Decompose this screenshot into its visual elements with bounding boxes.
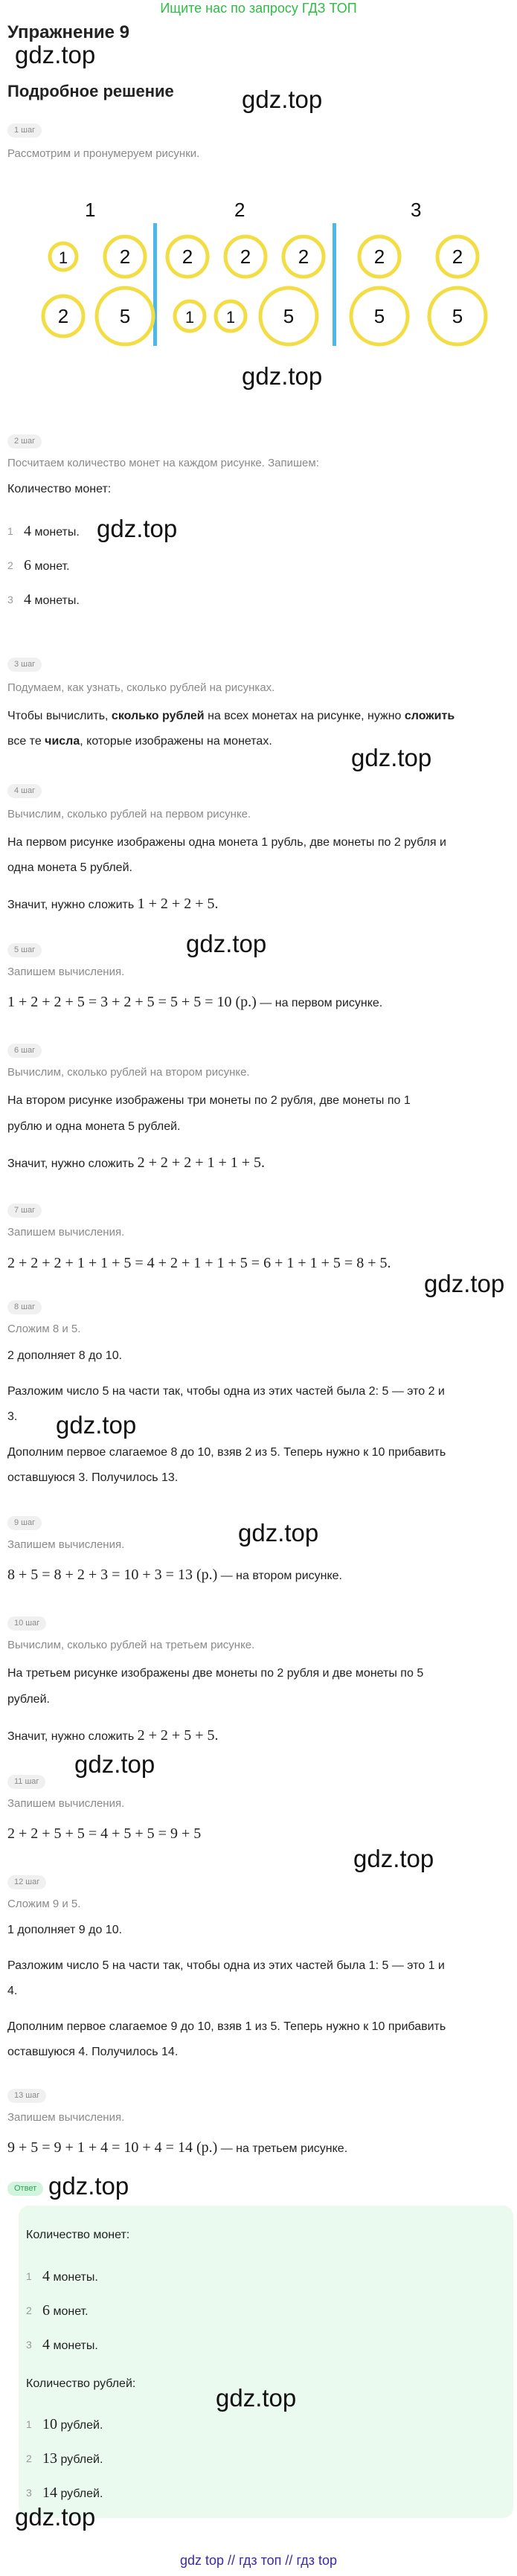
step-math: 1 + 2 + 2 + 5 = 3 + 2 + 5 = 5 + 5 = 10 (р.) — на первом рисунке. — [7, 994, 383, 1010]
list-item: 2 13 рублей. — [26, 2450, 103, 2467]
list-item: 1 4 монеты. — [26, 2268, 98, 2284]
step-badge: 11 шаг — [7, 1774, 45, 1789]
coins-count-heading: Количество монет: — [7, 483, 112, 495]
step-note: Вычислим, сколько рублей на первом рисунке. — [7, 808, 251, 820]
coin-value: 5 — [119, 305, 131, 327]
watermark: gdz.top — [216, 2384, 297, 2412]
step-badge: 6 шаг — [7, 1043, 42, 1058]
coin-value: 2 — [298, 245, 309, 268]
watermark: gdz.top — [15, 41, 96, 68]
watermark: gdz.top — [242, 86, 323, 113]
coin-value: 2 — [119, 245, 131, 268]
watermark: gdz.top — [74, 1750, 155, 1778]
step-text: Дополним первое слагаемое 8 до 10, взяв 2 из 5. Теперь нужно к 10 прибавить — [7, 1446, 446, 1459]
step-badge: 7 шаг — [7, 1203, 42, 1218]
step-note: Вычислим, сколько рублей на втором рисунке. — [7, 1066, 250, 1079]
list-item: 3 4 монеты. — [7, 591, 80, 608]
solution-title: Подробное решение — [7, 82, 174, 100]
list-item: 2 6 монет. — [7, 557, 70, 574]
coin-value: 5 — [283, 305, 295, 327]
step-text: На первом рисунке изображены одна монета 1 рубль, две монеты по 2 рубля и — [7, 836, 446, 849]
step-badge: 13 шаг — [7, 2088, 46, 2103]
watermark: gdz.top — [242, 362, 323, 390]
step-badge: 2 шаг — [7, 434, 42, 449]
watermark: gdz.top — [424, 1270, 505, 1297]
step-text: На третьем рисунке изображены две монеты по 2 рубля и две монеты по 5 — [7, 1667, 424, 1680]
step-note: Рассмотрим и пронумеруем рисунки. — [7, 147, 200, 160]
step-note: Запишем вычисления. — [7, 2111, 125, 2124]
step-note: Запишем вычисления. — [7, 966, 125, 978]
watermark: gdz.top — [56, 1411, 137, 1439]
watermark: gdz.top — [15, 2503, 96, 2531]
group-label: 1 — [85, 199, 96, 221]
step-note: Сложим 9 и 5. — [7, 1898, 81, 1910]
footer-link[interactable]: gdz top — [179, 2553, 225, 2568]
step-badge: 1 шаг — [7, 123, 42, 138]
footer-separator: // — [228, 2553, 236, 2568]
step-badge: 10 шаг — [7, 1616, 46, 1631]
step-note: Запишем вычисления. — [7, 1797, 125, 1810]
watermark: gdz.top — [186, 930, 267, 957]
list-item: 1 4 монеты. — [7, 523, 80, 539]
list-item: 3 4 монеты. — [26, 2336, 98, 2353]
step-note: Сложим 8 и 5. — [7, 1323, 81, 1335]
step-note: Запишем вычисления. — [7, 1226, 125, 1239]
step-text: 2 дополняет 8 до 10. — [7, 1349, 123, 1362]
coin-value: 5 — [452, 305, 463, 327]
coin-value: 1 — [58, 248, 68, 267]
step-math: 9 + 5 = 9 + 1 + 4 = 10 + 4 = 14 (р.) — на третьем рисунке. — [7, 2139, 348, 2156]
step-text: 3. — [7, 1410, 18, 1423]
coins-picture — [30, 197, 506, 357]
group-label: 3 — [411, 199, 422, 221]
step-text: 4. — [7, 1985, 18, 1997]
step-text: Разложим число 5 на части так, чтобы одна из этих частей была 1: 5 — это 1 и — [7, 1959, 445, 1972]
top-search-link[interactable]: Ищите нас по запросу ГДЗ ТОП — [160, 1, 357, 16]
coins-layer — [43, 237, 486, 344]
step-math: 8 + 5 = 8 + 2 + 3 = 10 + 3 = 13 (р.) — на втором рисунке. — [7, 1567, 342, 1583]
step-math: 2 + 2 + 2 + 1 + 1 + 5 = 4 + 2 + 1 + 1 + 5 = 6 + 1 + 1 + 5 = 8 + 5. — [7, 1255, 391, 1271]
step-text: все те числа, которые изображены на монетах. — [7, 735, 272, 748]
list-item: 2 6 монет. — [26, 2302, 89, 2319]
step-text: Разложим число 5 на части так, чтобы одна из этих частей была 2: 5 — это 2 и — [7, 1385, 445, 1398]
coin-value: 2 — [240, 245, 251, 268]
answer-badge: Ответ — [7, 2181, 43, 2196]
step-badge: 3 шаг — [7, 657, 42, 672]
coin-value: 2 — [452, 245, 463, 268]
coin-value: 1 — [184, 308, 195, 327]
step-badge: 5 шаг — [7, 942, 42, 957]
step-text: Значит, нужно сложить 2 + 2 + 5 + 5. — [7, 1727, 219, 1744]
watermark: gdz.top — [351, 744, 432, 771]
footer-links — [0, 2553, 517, 2569]
answer-coins-list — [19, 2260, 316, 2363]
step-math: 2 + 2 + 5 + 5 = 4 + 5 + 5 = 9 + 5 — [7, 1825, 202, 1842]
step-text: Дополним первое слагаемое 9 до 10, взяв 1 из 5. Теперь нужно к 10 прибавить — [7, 2020, 446, 2033]
step-badge: 12 шаг — [7, 1875, 46, 1889]
watermark: gdz.top — [48, 2172, 129, 2200]
step-badge: 9 шаг — [7, 1515, 42, 1530]
group-divider — [153, 223, 157, 346]
step-text: 1 дополняет 9 до 10. — [7, 1924, 123, 1936]
watermark: gdz.top — [238, 1519, 319, 1546]
step-text: оставшуюся 3. Получилось 13. — [7, 1471, 179, 1484]
step-text: Чтобы вычислить, сколько рублей на всех монетах на рисунке, нужно сложить — [7, 710, 455, 722]
answer-rubles-heading: Количество рублей: — [26, 2377, 136, 2390]
coin-value: 2 — [373, 245, 385, 268]
footer-separator: // — [285, 2553, 293, 2568]
group-label: 2 — [234, 199, 245, 221]
coin-value: 2 — [57, 305, 69, 327]
step-text: Значит, нужно сложить 2 + 2 + 2 + 1 + 1 + 5. — [7, 1154, 266, 1171]
step-note: Подумаем, как узнать, сколько рублей на рисунках. — [7, 681, 275, 694]
list-item: 3 14 рублей. — [26, 2485, 103, 2501]
coin-value: 5 — [373, 305, 385, 327]
step-text: оставшуюся 4. Получилось 14. — [7, 2046, 179, 2058]
coin-value: 2 — [182, 245, 193, 268]
coin-value: 1 — [225, 308, 236, 327]
step-note: Запишем вычисления. — [7, 1538, 125, 1551]
step-badge: 4 шаг — [7, 783, 42, 798]
step-text: На втором рисунке изображены три монеты по 2 рубля, две монеты по 1 — [7, 1094, 411, 1107]
answer-rubles-list — [19, 2408, 316, 2511]
step-note: Посчитаем количество монет на каждом рисунке. Запишем: — [7, 457, 319, 469]
step-note: Вычислим, сколько рублей на третьем рисунке. — [7, 1639, 255, 1651]
watermark: gdz.top — [353, 1845, 434, 1872]
exercise-title: Упражнение 9 — [7, 22, 129, 42]
group-divider — [333, 223, 336, 346]
step-text: Значит, нужно сложить 1 + 2 + 2 + 5. — [7, 896, 219, 912]
step-text: рублю и одна монета 5 рублей. — [7, 1120, 181, 1133]
watermark: gdz.top — [97, 515, 178, 542]
footer-link[interactable]: гдз top — [296, 2553, 337, 2568]
step-text: рублей. — [7, 1693, 50, 1706]
answer-coins-heading: Количество монет: — [26, 2229, 130, 2241]
footer-link[interactable]: гдз топ — [239, 2553, 282, 2568]
list-item: 1 10 рублей. — [26, 2416, 103, 2432]
step-badge: 8 шаг — [7, 1300, 42, 1314]
step-text: одна монета 5 рублей. — [7, 861, 132, 874]
